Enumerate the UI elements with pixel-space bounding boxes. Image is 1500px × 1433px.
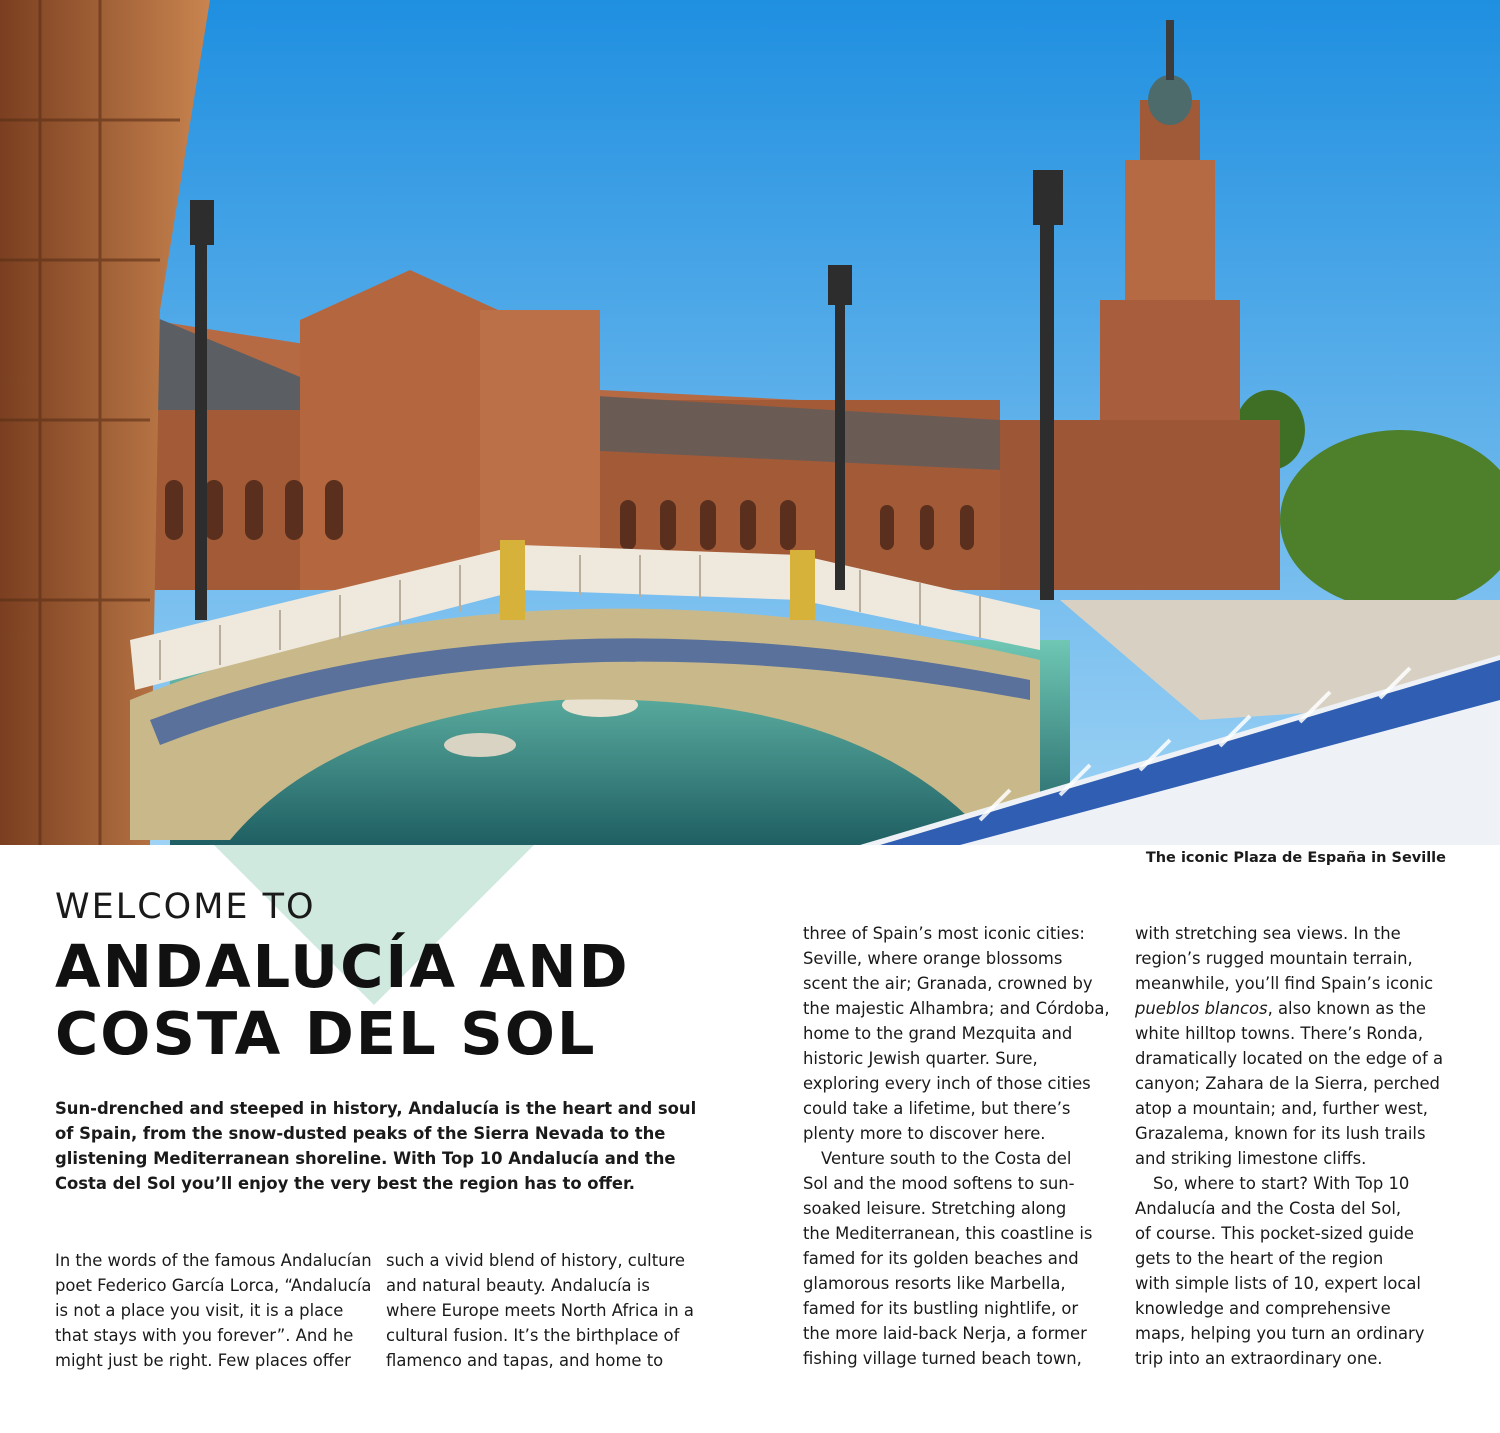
text-line: could take a lifetime, but there’s [803, 1099, 1071, 1118]
text-line: region’s rugged mountain terrain, [1135, 949, 1413, 968]
text-line: gets to the heart of the region [1135, 1249, 1384, 1268]
text-line: canyon; Zahara de la Sierra, perched [1135, 1074, 1440, 1093]
body-column-4 [1135, 921, 1455, 1371]
text-line: famed for its bustling nightlife, or [803, 1299, 1079, 1318]
title-line-1: ANDALUCÍA AND [55, 932, 630, 1001]
text-line: cultural fusion. It’s the birthplace of [386, 1326, 680, 1345]
text-line: flamenco and tapas, and home to [386, 1351, 664, 1370]
text-line: is not a place you visit, it is a place [55, 1301, 344, 1320]
text-line: that stays with you forever”. And he [55, 1326, 354, 1345]
text-line: of course. This pocket-sized guide [1135, 1224, 1414, 1243]
text-line: three of Spain’s most iconic cities: [803, 924, 1085, 943]
page-title [55, 933, 630, 1067]
text-line: historic Jewish quarter. Sure, [803, 1049, 1038, 1068]
photo-caption: The iconic Plaza de España in Seville [1145, 850, 1446, 866]
body-column-3 [803, 921, 1110, 1371]
text-line: famed for its golden beaches and [803, 1249, 1079, 1268]
text-line: maps, helping you turn an ordinary [1135, 1324, 1425, 1343]
text-line: plenty more to discover here. [803, 1124, 1046, 1143]
body-column-2 [386, 1248, 706, 1373]
text-line: In the words of the famous Andalucían [55, 1251, 372, 1270]
text-line: Sol and the mood softens to sun- [803, 1174, 1075, 1193]
text-line: Seville, where orange blossoms [803, 949, 1063, 968]
text-line: fishing village turned beach town, [803, 1349, 1082, 1368]
text-line: atop a mountain; and, further west, [1135, 1099, 1428, 1118]
text-line: soaked leisure. Stretching along [803, 1199, 1067, 1218]
intro-paragraph: Sun-drenched and steeped in history, Andalucía is the heart and soul of Spain, from the snow-dusted peaks of the Sierra Nevada to the glistening Mediterranean shoreline. With Top 10 Andalucía and the Costa del Sol you’ll enjoy the very best the region has to offer. [55, 1099, 697, 1193]
text-line: scent the air; Granada, crowned by [803, 974, 1093, 993]
text-line: Andalucía and the Costa del Sol, [1135, 1199, 1402, 1218]
text-line: white hilltop towns. There’s Ronda, [1135, 1024, 1424, 1043]
text-line: knowledge and comprehensive [1135, 1299, 1391, 1318]
text-line: trip into an extraordinary one. [1135, 1349, 1383, 1368]
text-line: might just be right. Few places offer [55, 1351, 351, 1370]
text-line: and natural beauty. Andalucía is [386, 1276, 650, 1295]
text-line: glamorous resorts like Marbella, [803, 1274, 1066, 1293]
title-line-2: COSTA DEL SOL [55, 999, 597, 1068]
text-line: exploring every inch of those cities [803, 1074, 1091, 1093]
text-line: and striking limestone cliffs. [1135, 1149, 1367, 1168]
text-line: the Mediterranean, this coastline is [803, 1224, 1093, 1243]
text-line: home to the grand Mezquita and [803, 1024, 1073, 1043]
text-line: meanwhile, you’ll find Spain’s iconic [1135, 974, 1434, 993]
welcome-heading: WELCOME TO [55, 887, 316, 927]
text-line: with stretching sea views. In the [1135, 924, 1401, 943]
text-line: Venture south to the Costa del [821, 1149, 1072, 1168]
text-line: with simple lists of 10, expert local [1135, 1274, 1421, 1293]
body-column-1 [55, 1248, 375, 1373]
text-line: the majestic Alhambra; and Córdoba, [803, 999, 1110, 1018]
text-line: poet Federico García Lorca, “Andalucía [55, 1276, 372, 1295]
text-line: the more laid-back Nerja, a former [803, 1324, 1087, 1343]
text-line: dramatically located on the edge of a [1135, 1049, 1443, 1068]
text-line: So, where to start? With Top 10 [1153, 1174, 1410, 1193]
text-line: Grazalema, known for its lush trails [1135, 1124, 1426, 1143]
text-line: where Europe meets North Africa in a [386, 1301, 694, 1320]
text-line: such a vivid blend of history, culture [386, 1251, 685, 1270]
text-line: pueblos blancos, also known as the [1135, 999, 1426, 1018]
